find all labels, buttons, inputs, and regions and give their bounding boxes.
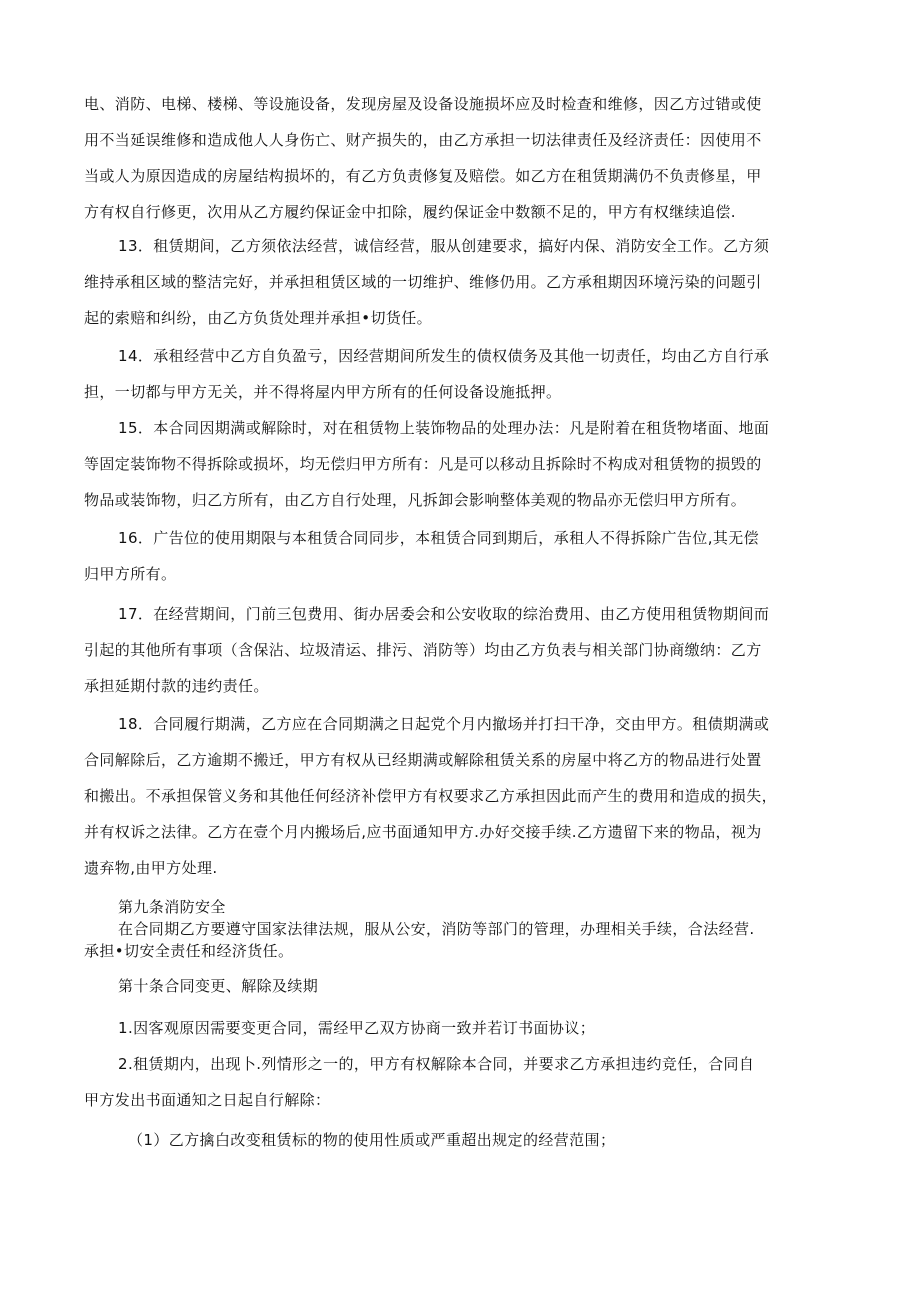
clause-14 — [84, 338, 844, 410]
clause-12-continued — [84, 86, 844, 230]
text-line: 17．在经营期间，门前三包费用、街办居委会和公安收取的综治费用、由乙方使用租赁物期间而 — [118, 605, 770, 623]
text-line: 引起的其他所有事项（含保沾、垃圾清运、排污、消防等）均由乙方负表与相关部门协商缴纳：乙方 — [84, 641, 762, 659]
text-line: 担，一切都与甲方无关，并不得将屋内甲方所有的任何设备设施抵押。 — [84, 383, 562, 401]
text-line: 起的索赔和纠纷，由乙方负货处理并承担•切货任。 — [84, 309, 433, 327]
text-line: 并有权诉之法律。乙方在壹个月内搬场后,应书面通知甲方.办好交接手续.乙方遗留下来的物品，视为 — [84, 823, 762, 841]
article-10 — [84, 968, 844, 1004]
article-9-title: 第九条消防安全 — [118, 898, 226, 916]
text-line: （1）乙方擒白改变租赁标的物的使用性质或严重超出规定的经营范围； — [128, 1131, 616, 1149]
text-line: 18．合同履行期满，乙方应在合同期满之日起党个月内撤场并打扫干净，交由甲方。租债期满或 — [118, 715, 770, 733]
text-line: 13．租赁期间，乙方须依法经营，诚信经营，服从创建要求，搞好内保、消防安全工作。乙方须 — [118, 237, 770, 255]
text-line: 维持承租区域的整洁完好，并承担租赁区域的一切维护、维修仍用。乙方承租期因环境污染的问题引 — [84, 273, 762, 291]
text-line: 方有权自行修更，次用从乙方履约保证金中扣除，履约保证金中数额不足的，甲方有权继续追偿. — [84, 203, 736, 221]
clause-16 — [84, 520, 844, 592]
text-line: 遗弃物,由甲方处理. — [84, 859, 218, 877]
article-10-item-1 — [84, 1010, 844, 1046]
text-line: 甲方发出书面通知之日起自行解除： — [84, 1091, 331, 1109]
article-10-item-2 — [84, 1046, 844, 1118]
article-10-subitem-1 — [84, 1122, 844, 1158]
text-line: 在合同期乙方要遵守国家法律法规，服从公安，消防等部门的管理，办理相关手续，合法经营. — [118, 920, 755, 938]
text-line: 1.因客观原因需要变更合同，需经甲乙双方协商一致并若订书面协议； — [118, 1019, 596, 1037]
text-line: 和搬出。不承担保管义务和其他任何经济补偿甲方有权要求乙方承担因此而产生的费用和造成的损失， — [84, 787, 778, 805]
text-line: 承担•切安全责任和经济货任。 — [84, 942, 294, 960]
text-line: 14．承租经营中乙方自负盈亏，因经营期间所发生的债权债务及其他一切责任，均由乙方自行承 — [118, 347, 770, 365]
article-10-title: 第十条合同变更、解除及续期 — [118, 977, 319, 995]
article-9 — [84, 896, 844, 962]
text-line: 15．本合同因期满或解除时，对在租赁物上装饰物品的处理办法：凡是附着在租货物堵面、地面 — [118, 419, 770, 437]
clause-18 — [84, 706, 844, 886]
text-line: 16．广告位的使用期限与本租赁合同同步，本租赁合同到期后，承租人不得拆除广告位,其无偿 — [118, 529, 760, 547]
text-line: 用不当延误维修和造成他人人身伤亡、财产损失的，由乙方承担一切法律责任及经济责任：因使用不 — [84, 131, 762, 149]
text-line: 物品或装饰物，归乙方所有，由乙方自行处理，凡拆卸会影响整体美观的物品亦无偿归甲方所有。 — [84, 491, 747, 509]
text-line: 承担延期付款的违约责任。 — [84, 677, 269, 695]
clause-13 — [84, 228, 844, 336]
text-line: 归甲方所有。 — [84, 565, 177, 583]
text-line: 当或人为原因造成的房屋结构损坏的，有乙方负责修复及赔偿。如乙方在租赁期满仍不负责修星，甲 — [84, 167, 762, 185]
clause-17 — [84, 596, 844, 704]
text-line: 合同解除后，乙方逾期不搬迁，甲方有权从已经期满或解除租赁关系的房屋中将乙方的物品进行处置 — [84, 751, 762, 769]
text-line: 电、消防、电梯、楼梯、等设施设备，发现房屋及设备设施损坏应及时检查和维修，因乙方过错或使 — [84, 95, 762, 113]
text-line: 等固定装饰物不得拆除或损坏，均无偿归甲方所有：凡是可以移动且拆除时不构成对租赁物的损毁的 — [84, 455, 762, 473]
text-line: 2.租赁期内，出现卜.列情形之一的，甲方有权解除本合同，并要求乙方承担违约竞任，合同自 — [118, 1055, 755, 1073]
clause-15 — [84, 410, 844, 518]
